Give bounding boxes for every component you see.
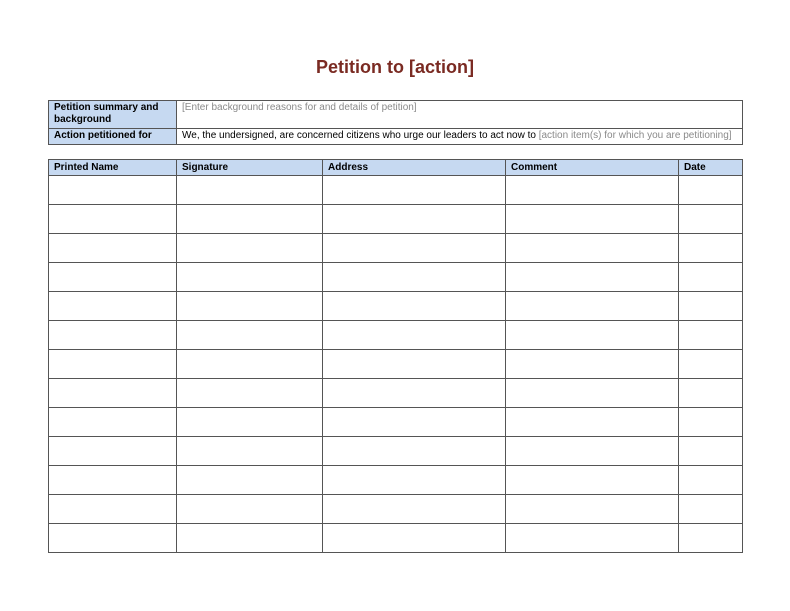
table-row: [49, 234, 743, 263]
table-row: [49, 176, 743, 205]
column-header-signature: Signature: [177, 160, 323, 176]
column-header-printed-name: Printed Name: [49, 160, 177, 176]
printed-name-cell[interactable]: [49, 466, 177, 495]
address-cell[interactable]: [323, 176, 506, 205]
signature-cell[interactable]: [177, 263, 323, 292]
printed-name-cell[interactable]: [49, 292, 177, 321]
summary-placeholder: [Enter background reasons for and details of petition]: [182, 102, 417, 113]
date-cell[interactable]: [679, 205, 743, 234]
comment-cell[interactable]: [506, 495, 679, 524]
printed-name-cell[interactable]: [49, 495, 177, 524]
signature-cell[interactable]: [177, 408, 323, 437]
address-cell[interactable]: [323, 292, 506, 321]
comment-cell[interactable]: [506, 350, 679, 379]
signature-cell[interactable]: [177, 234, 323, 263]
printed-name-cell[interactable]: [49, 263, 177, 292]
comment-cell[interactable]: [506, 408, 679, 437]
page-title: Petition to [action]: [316, 57, 474, 77]
address-cell[interactable]: [323, 437, 506, 466]
printed-name-cell[interactable]: [49, 350, 177, 379]
signature-cell[interactable]: [177, 292, 323, 321]
printed-name-cell[interactable]: [49, 524, 177, 553]
table-row: [49, 205, 743, 234]
comment-cell[interactable]: [506, 524, 679, 553]
comment-cell[interactable]: [506, 205, 679, 234]
signature-cell[interactable]: [177, 350, 323, 379]
printed-name-cell[interactable]: [49, 205, 177, 234]
date-cell[interactable]: [679, 379, 743, 408]
date-cell[interactable]: [679, 263, 743, 292]
table-row: [49, 350, 743, 379]
signature-rows: [49, 176, 743, 553]
table-row: [49, 408, 743, 437]
action-value-text: We, the undersigned, are concerned citizens who urge our leaders to act now to: [182, 130, 539, 141]
date-cell[interactable]: [679, 176, 743, 205]
comment-cell[interactable]: [506, 321, 679, 350]
date-cell[interactable]: [679, 437, 743, 466]
date-cell[interactable]: [679, 321, 743, 350]
address-cell[interactable]: [323, 524, 506, 553]
column-header-date: Date: [679, 160, 743, 176]
signature-cell[interactable]: [177, 524, 323, 553]
action-label: Action petitioned for: [49, 129, 177, 145]
date-cell[interactable]: [679, 524, 743, 553]
table-row: [49, 379, 743, 408]
table-row: [49, 292, 743, 321]
action-value-field[interactable]: [177, 129, 743, 145]
date-cell[interactable]: [679, 292, 743, 321]
summary-value-field[interactable]: [177, 101, 743, 129]
comment-cell[interactable]: [506, 176, 679, 205]
table-row: [49, 437, 743, 466]
printed-name-cell[interactable]: [49, 234, 177, 263]
action-row: [49, 129, 743, 145]
printed-name-cell[interactable]: [49, 176, 177, 205]
column-header-address: Address: [323, 160, 506, 176]
table-row: [49, 524, 743, 553]
address-cell[interactable]: [323, 408, 506, 437]
signature-cell[interactable]: [177, 466, 323, 495]
summary-label: Petition summary and background: [49, 101, 177, 129]
signature-cell[interactable]: [177, 205, 323, 234]
address-cell[interactable]: [323, 321, 506, 350]
address-cell[interactable]: [323, 379, 506, 408]
date-cell[interactable]: [679, 466, 743, 495]
date-cell[interactable]: [679, 495, 743, 524]
signature-cell[interactable]: [177, 437, 323, 466]
address-cell[interactable]: [323, 263, 506, 292]
signature-cell[interactable]: [177, 321, 323, 350]
address-cell[interactable]: [323, 466, 506, 495]
date-cell[interactable]: [679, 408, 743, 437]
printed-name-cell[interactable]: [49, 437, 177, 466]
table-row: [49, 263, 743, 292]
summary-row: [49, 101, 743, 129]
comment-cell[interactable]: [506, 437, 679, 466]
action-placeholder: [action item(s) for which you are petitioning]: [538, 130, 732, 141]
signature-cell[interactable]: [177, 379, 323, 408]
address-cell[interactable]: [323, 205, 506, 234]
comment-cell[interactable]: [506, 263, 679, 292]
signature-cell[interactable]: [177, 176, 323, 205]
printed-name-cell[interactable]: [49, 379, 177, 408]
address-cell[interactable]: [323, 495, 506, 524]
date-cell[interactable]: [679, 350, 743, 379]
petition-summary-table: [48, 100, 743, 145]
date-cell[interactable]: [679, 234, 743, 263]
comment-cell[interactable]: [506, 292, 679, 321]
table-row: [49, 495, 743, 524]
address-cell[interactable]: [323, 350, 506, 379]
comment-cell[interactable]: [506, 466, 679, 495]
signature-table: [48, 159, 743, 553]
comment-cell[interactable]: [506, 379, 679, 408]
table-row: [49, 466, 743, 495]
signature-header-row: [49, 160, 743, 176]
printed-name-cell[interactable]: [49, 408, 177, 437]
comment-cell[interactable]: [506, 234, 679, 263]
printed-name-cell[interactable]: [49, 321, 177, 350]
column-header-comment: Comment: [506, 160, 679, 176]
address-cell[interactable]: [323, 234, 506, 263]
signature-cell[interactable]: [177, 495, 323, 524]
table-row: [49, 321, 743, 350]
